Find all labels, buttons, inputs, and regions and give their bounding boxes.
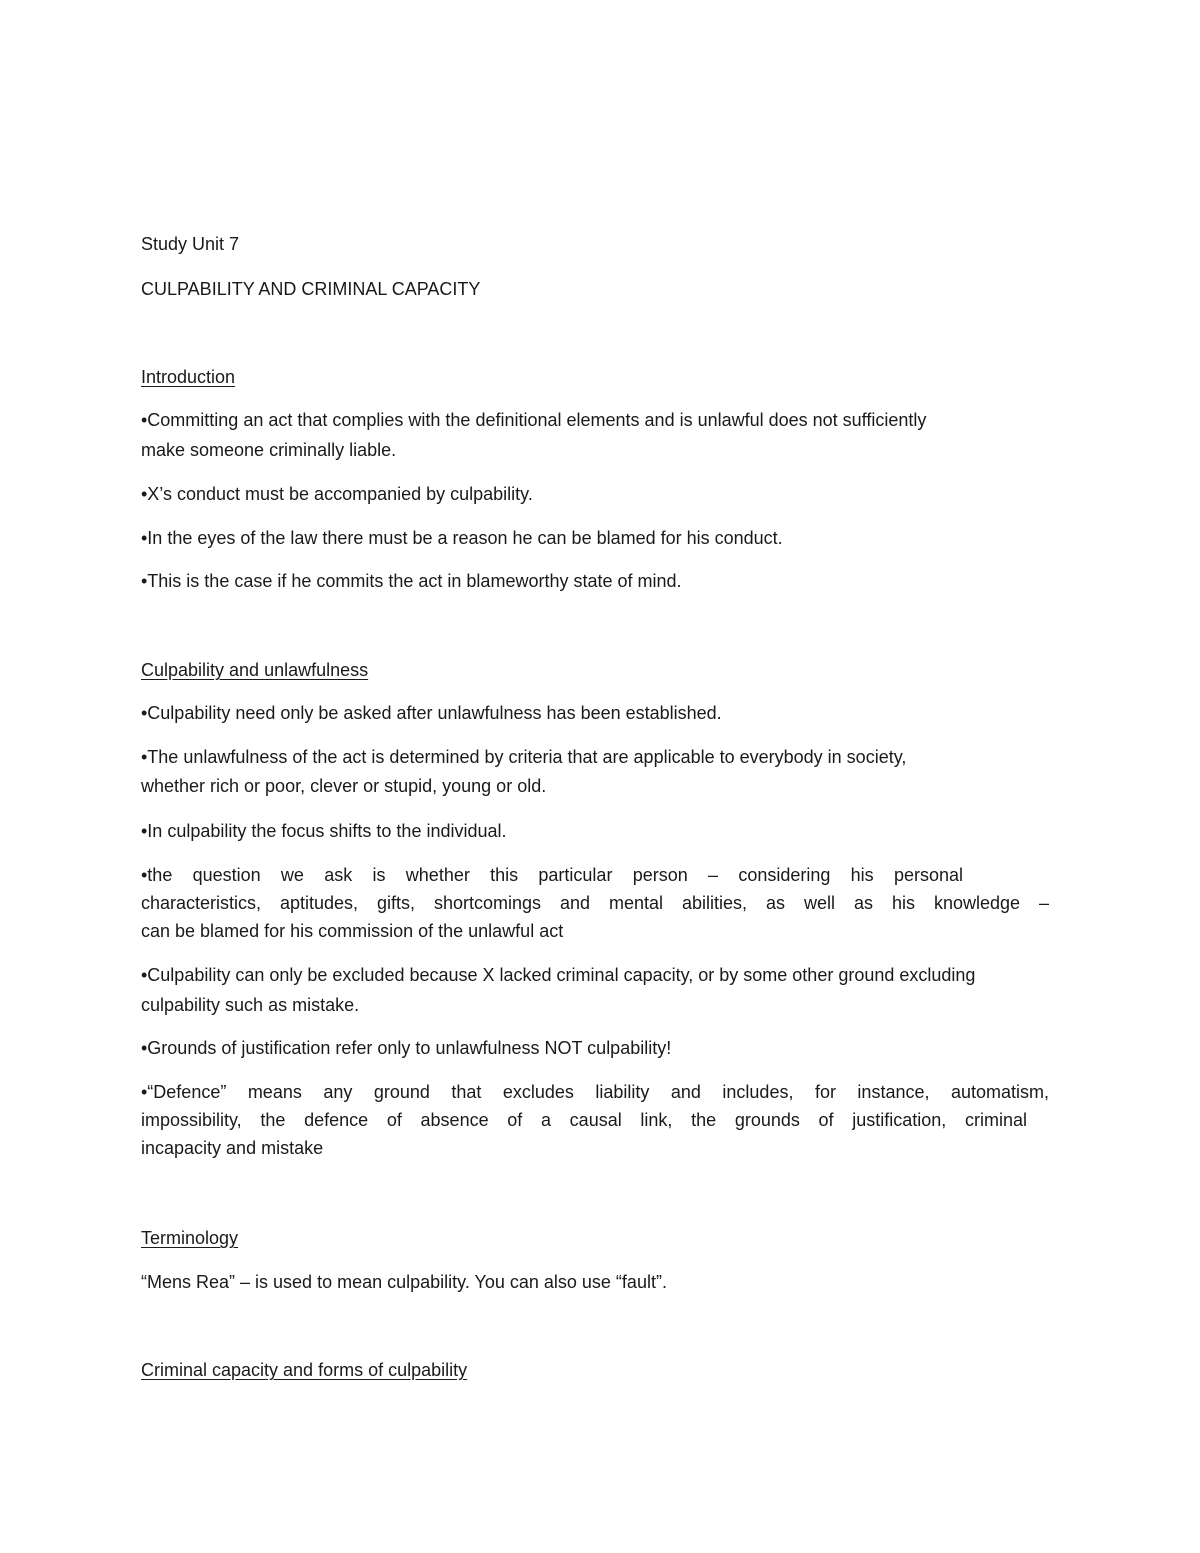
section-heading-terminology: Terminology (141, 1228, 239, 1248)
section-heading-criminal-capacity: Criminal capacity and forms of culpability (141, 1360, 468, 1380)
bullet-line: culpability such as mistake. (141, 995, 360, 1015)
section-heading-introduction: Introduction (141, 367, 236, 387)
bullet-line: incapacity and mistake (141, 1138, 324, 1158)
bullet-line: •Committing an act that complies with the definitional elements and is unlawful does not sufficiently (141, 410, 927, 430)
document-title: CULPABILITY AND CRIMINAL CAPACITY (141, 279, 481, 299)
paragraph: “Mens Rea” – is used to mean culpability. You can also use “fault”. (141, 1272, 667, 1292)
section-heading-culpability-unlawfulness: Culpability and unlawfulness (141, 660, 369, 680)
unit-label: Study Unit 7 (141, 234, 240, 254)
bullet-line: impossibility, the defence of absence of a causal link, the grounds of justification, criminal (141, 1110, 1027, 1130)
bullet-line: characteristics, aptitudes, gifts, shortcomings and mental abilities, as well as his knowledge – (141, 893, 1049, 913)
bullet-line: make someone criminally liable. (141, 440, 397, 460)
bullet-line: •This is the case if he commits the act in blameworthy state of mind. (141, 571, 682, 591)
bullet-line: whether rich or poor, clever or stupid, young or old. (141, 776, 547, 796)
bullet-line: •Culpability can only be excluded because X lacked criminal capacity, or by some other ground excluding (141, 965, 976, 985)
bullet-line: •the question we ask is whether this particular person – considering his personal (141, 865, 963, 885)
bullet-line: •Culpability need only be asked after unlawfulness has been established. (141, 703, 722, 723)
bullet-line: •In culpability the focus shifts to the individual. (141, 821, 507, 841)
bullet-line: can be blamed for his commission of the unlawful act (141, 921, 564, 941)
bullet-line: •The unlawfulness of the act is determined by criteria that are applicable to everybody in society, (141, 747, 907, 767)
bullet-line: •In the eyes of the law there must be a reason he can be blamed for his conduct. (141, 528, 783, 548)
bullet-line: •“Defence” means any ground that excludes liability and includes, for instance, automatism, (141, 1082, 1049, 1102)
bullet-line: •Grounds of justification refer only to unlawfulness NOT culpability! (141, 1038, 672, 1058)
bullet-line: •X’s conduct must be accompanied by culpability. (141, 484, 533, 504)
